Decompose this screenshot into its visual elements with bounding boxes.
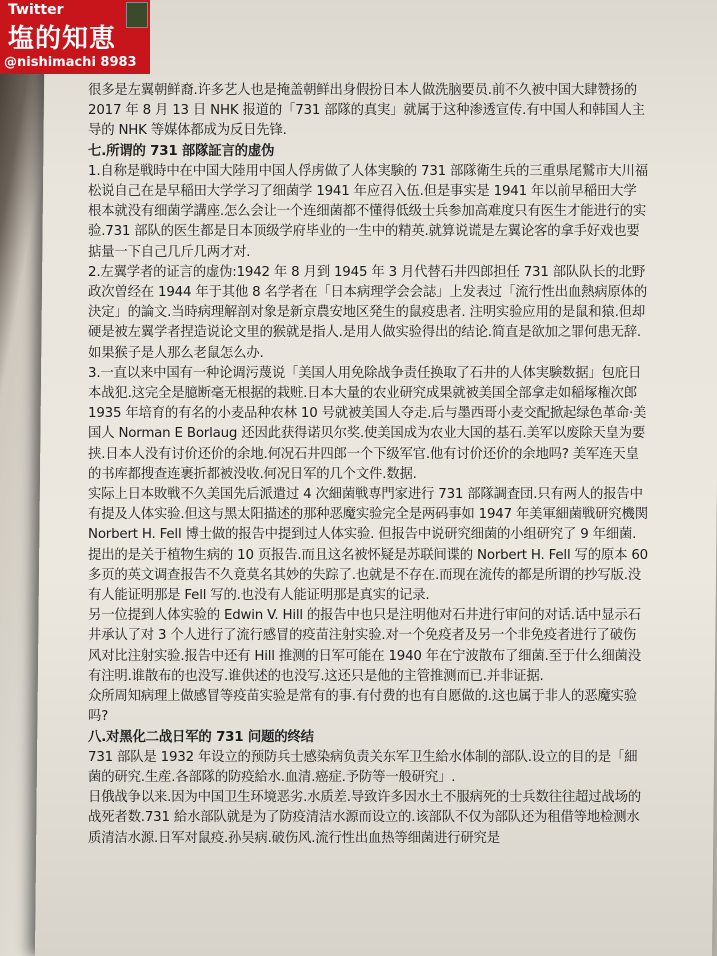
paragraph-unit-history: 日俄战争以来.因为中国卫生环境恶劣.水质差.导致许多因水土不服病死的士兵数往往超过战场的战死者数.731 給水部队就是为了防疫清洁水源而设立的.该部队不仅为部队还为租借等地检测水质清洁水源.日军对鼠疫.孙吴病.破伤风.流行性出血热等细菌进行研究是 bbox=[88, 790, 641, 846]
section-heading-7: 七.所谓的 731 部隊証言的虚伪 bbox=[88, 143, 275, 159]
twitter-watermark bbox=[0, 0, 150, 74]
avatar-icon bbox=[126, 2, 148, 28]
twitter-label: Twitter bbox=[8, 2, 64, 18]
account-name: 塩的知恵 bbox=[8, 24, 117, 54]
account-handle: @nishimachi 8983 bbox=[4, 55, 137, 70]
paragraph-investigation: 实际上日本敗戦不久美国先后派遣过 4 次細菌戦専門家进行 731 部隊調査団.只有两人的报告中有提及人体实验.但这与黑太阳描述的那种恶魔实验完全是两码事如 1947 年美軍細菌戦研究機関 Norbert H. Fell 博士做的报告中提到过人体实验. 但报告中说研究细菌的小组研究了 9 年细菌.提出的是关于植物生病的 10 页报告.而且这名被怀疑是苏联间谍的 Norbert H. Fell 写的原本 60 多页的英文调查报告不久竟莫名其妙的失踪了.也就是不存在.而现在流传的都是所谓的抄写版.没有人能证明那是 Fell 写的.也没有人能证明那是真实的记录. bbox=[88, 487, 648, 604]
paragraph-point-2: 2.左翼学者的证言的虚伪:1942 年 8 月到 1945 年 3 月代替石井四郎担任 731 部队队长的北野政次曽经在 1944 年于其他 8 名学者在「日本病理学会会誌」上发表过「流行性出血熱病原体的決定」的論文.当時病理解剖对象是新京農安地区発生的鼠疫患者. 注明实验应用的是鼠和猿.但却硬是被左翼学者捏造说论文里的猴就是指人.是用人做实验得出的结论.简直是欲加之罪何患无辞.如果猴子是人那么老鼠怎么办. bbox=[88, 264, 648, 361]
paragraph-unit-purpose: 731 部队是 1932 年设立的预防兵士感染病负责关东军卫生給水体制的部队.设立的目的是「細菌的研究.生産.各部隊的防疫給水.血清.癌症.予防等一般研究」. bbox=[88, 749, 638, 785]
paragraph-vaccine: 众所周知病理上做感冒等疫苗实验是常有的事.有付费的也有自愿做的.这也属于非人的恶魔实验吗? bbox=[88, 689, 637, 725]
paragraph-point-1: 1.自称是戦時中在中国大陸用中国人俘虏做了人体実験的 731 部隊衛生兵的三重県尾鷲市大川福松说自己在是早稲田大学学习了细菌学 1941 年应召入伍.但是事实是 1941 年以前早稲田大学根本就没有细菌学講座.怎么会让一个连细菌都不懂得低级士兵参加高难度只有医生才能进行的实验.731 部队的医生都是日本顶级学府毕业的一生中的精英.就算说谎是左翼论客的拿手好戏也要掂量一下自己几斤几两才对. bbox=[88, 163, 648, 260]
paragraph-intro: 很多是左翼朝鲜裔.许多艺人也是掩盖朝鲜出身假扮日本人做洗脑要员.前不久被中国大肆赞扬的 2017 年 8 月 13 日 NHK 报道的「731 部隊的真実」就属于这种渗透宣传.有中国人和韩国人主导的 NHK 等媒体都成为反日先锋. bbox=[88, 83, 645, 139]
document-body bbox=[88, 81, 648, 849]
paragraph-hill-report: 另一位提到人体实验的 Edwin V. Hill 的报告中也只是注明他对石井进行审问的对话.话中显示石井承认了对 3 个人进行了流行感冒的疫苗注射实验.对一个免疫者及另一个非免疫者进行了破伤风对比注射实验.报告中还有 Hill 推测的日军可能在 1940 年在宁波散布了细菌.至于什么细菌没有注明.谁散布的也没写.谁供述的也没写.这还只是他的主管推测而已.并非证据. bbox=[88, 608, 641, 684]
section-heading-8: 八.对黑化二战日军的 731 问题的终结 bbox=[88, 729, 314, 745]
paragraph-point-3: 3.一直以来中国有一种论调污蔑说「美国人用免除战争责任换取了石井的人体実験数据」包庇日本战犯.这完全是臆断毫无根据的栽赃.日本大量的农业研究成果就被美国全部拿走如稲塚権次郎 1935 年培育的有名的小麦品种农林 10 号就被美国人夺走.后与墨西哥小麦交配掀起绿色革命·美国人 Norman E Borlaug 还因此获得诺贝尔奖.使美国成为农业大国的基石.美军以废除天皇为要挟.日本人没有讨价还价的余地.何况石井四郎一个下级军官.他有讨价还价的余地吗? 美军连天皇的书库都搜查连裹折都被没收.何况日军的几个文件.数据. bbox=[88, 365, 647, 482]
